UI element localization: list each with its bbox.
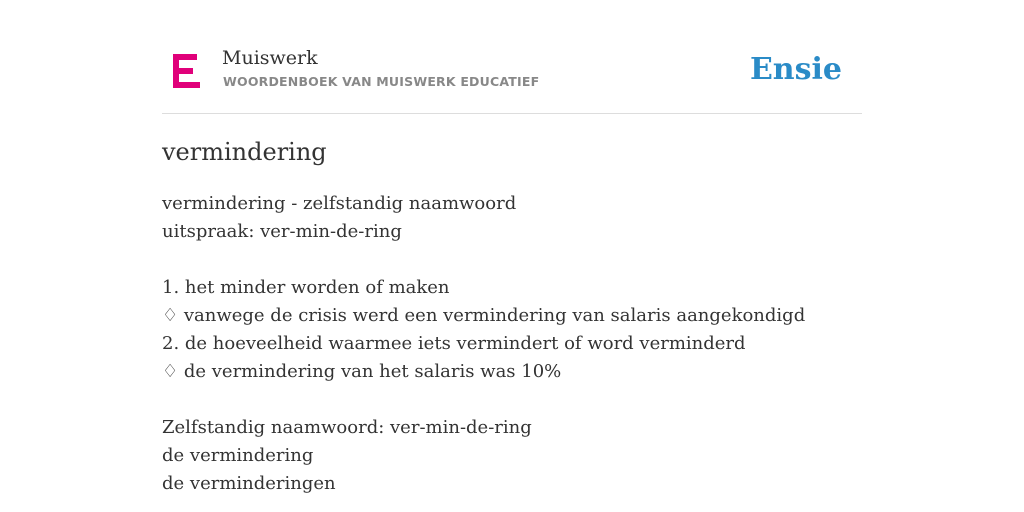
meaning-definition: 1. het minder worden of maken: [162, 277, 450, 298]
entry-content: [162, 190, 862, 498]
entry-heading-line: vermindering - zelfstandig naamwoord: [162, 193, 517, 214]
meaning-definition: 2. de hoeveelheid waarmee iets vermindert of word verminderd: [162, 333, 746, 354]
spacer: [162, 386, 862, 414]
singular-form: de vermindering: [162, 445, 314, 466]
meaning-example: ♢ de vermindering van het salaris was 10%: [162, 361, 562, 382]
site-header: [162, 40, 862, 114]
pronunciation: uitspraak: ver-min-de-ring: [162, 221, 402, 242]
grammar-label: Zelfstandig naamwoord: ver-min-de-ring: [162, 417, 532, 438]
spacer: [162, 246, 862, 274]
meaning-example: ♢ vanwege de crisis werd een vermindering van salaris aangekondigd: [162, 305, 806, 326]
muiswerk-logo-icon[interactable]: [173, 54, 201, 88]
site-subtitle: WOORDENBOEK VAN MUISWERK EDUCATIEF: [223, 74, 540, 89]
plural-form: de verminderingen: [162, 473, 336, 494]
page-title: vermindering: [162, 138, 327, 166]
site-name[interactable]: Muiswerk: [222, 47, 318, 69]
ensie-logo[interactable]: Ensie: [749, 52, 842, 87]
